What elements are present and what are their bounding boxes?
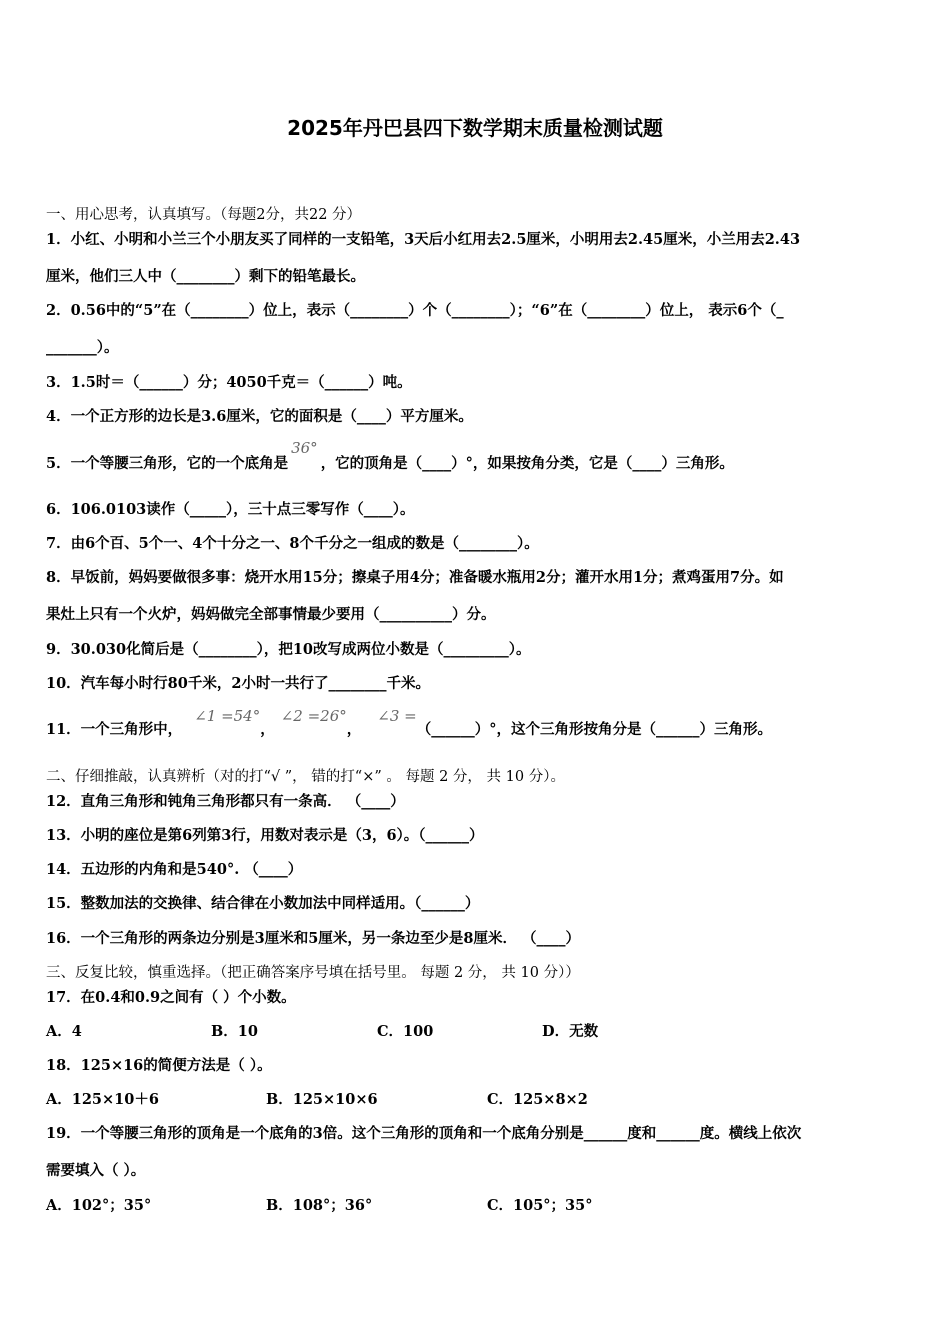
comma-2: ， bbox=[346, 721, 362, 738]
question-7: 7．由6个百、5个一、4个十分之一、8个千分之一组成的数是（________）。 bbox=[46, 535, 539, 552]
question-11 bbox=[46, 707, 772, 739]
q19-option-c: C．105°；35° bbox=[487, 1197, 593, 1214]
section3-heading: 三、反复比较，慎重选择。（把正确答案序号填在括号里。 每题 2 分， 共 10 分）） bbox=[46, 965, 580, 981]
question-5 bbox=[46, 439, 734, 473]
question-16: 16．一个三角形的两条边分别是3厘米和5厘米，另一条边至少是8厘米． （____） bbox=[46, 930, 580, 947]
question-4: 4．一个正方形的边长是3.6厘米，它的面积是（____）平方厘米。 bbox=[46, 408, 473, 425]
q17-option-b: B．10 bbox=[211, 1023, 258, 1040]
question-8-line1: 8．早饭前，妈妈要做很多事：烧开水用15分；擦桌子用4分；准备暖水瓶用2分；灌开水用1分；煮鸡蛋用7分。如 bbox=[46, 569, 784, 586]
angle-36-formula: 36° bbox=[291, 439, 318, 457]
question-11-start: 11．一个三角形中， bbox=[46, 721, 183, 738]
question-2-line1: 2．0.56中的“5”在（________）位上，表示（________）个（________）；“6”在（________）位上， 表示6个（_ bbox=[46, 302, 784, 319]
question-17: 17．在0.4和0.9之间有（ ）个小数。 bbox=[46, 989, 296, 1006]
question-11-end: （______）°，这个三角形按角分是（______）三角形。 bbox=[416, 721, 772, 738]
section2-heading: 二、仔细推敲，认真辨析（对的打“√ ”， 错的打“×” 。 每题 2 分， 共 10 分）。 bbox=[46, 769, 565, 785]
q17-option-d: D．无数 bbox=[542, 1023, 599, 1040]
q18-option-a: A．125×10＋6 bbox=[46, 1091, 159, 1108]
q17-option-c: C．100 bbox=[377, 1023, 434, 1040]
question-13: 13．小明的座位是第6列第3行，用数对表示是（3，6）。（______） bbox=[46, 827, 484, 844]
question-8-line2: 果灶上只有一个火炉，妈妈做完全部事情最少要用（__________）分。 bbox=[46, 606, 496, 623]
question-19-line1: 19．一个等腰三角形的顶角是一个底角的3倍。这个三角形的顶角和一个底角分别是______度和______度。横线上依次 bbox=[46, 1125, 802, 1142]
q17-option-a: A．4 bbox=[46, 1023, 82, 1040]
question-5-start: 5．一个等腰三角形，它的一个底角是 bbox=[46, 455, 289, 472]
question-18: 18．125×16的简便方法是（ ）。 bbox=[46, 1057, 272, 1074]
question-1-line2: 厘米，他们三人中（________）剩下的铅笔最长。 bbox=[46, 268, 365, 285]
question-12: 12．直角三角形和钝角三角形都只有一条高． （____） bbox=[46, 793, 405, 810]
angle-2-formula: ∠2 =26° bbox=[280, 707, 347, 725]
question-1-line1: 1．小红、小明和小兰三个小朋友买了同样的一支铅笔，3天后小红用去2.5厘米，小明用去2.45厘米，小兰用去2.43 bbox=[46, 231, 801, 248]
question-6: 6．106.0103读作（_____），三十点三零写作（____）。 bbox=[46, 501, 415, 518]
section1-heading: 一、用心思考，认真填写。（每题2分，共22 分） bbox=[46, 207, 362, 223]
question-2-line2: _______）。 bbox=[46, 339, 119, 356]
q18-option-c: C．125×8×2 bbox=[487, 1091, 588, 1108]
angle-3-formula: ∠3 = bbox=[377, 707, 417, 725]
question-19-line2: 需要填入（ ）。 bbox=[46, 1162, 146, 1179]
question-10: 10．汽车每小时行80千米，2小时一共行了________千米。 bbox=[46, 675, 430, 692]
question-3: 3．1.5时＝（______）分；4050千克＝（______）吨。 bbox=[46, 374, 412, 391]
q18-option-b: B．125×10×6 bbox=[266, 1091, 378, 1108]
question-14: 14．五边形的内角和是540°. （____） bbox=[46, 861, 303, 878]
question-15: 15．整数加法的交换律、结合律在小数加法中同样适用。（______） bbox=[46, 895, 480, 912]
comma-1: ， bbox=[260, 721, 275, 738]
page-title: 2025年丹巴县四下数学期末质量检测试题 bbox=[287, 116, 663, 140]
question-9: 9．30.030化简后是（________），把10改写成两位小数是（_________）。 bbox=[46, 641, 531, 658]
q19-option-a: A．102°；35° bbox=[46, 1197, 152, 1214]
q19-option-b: B．108°；36° bbox=[266, 1197, 373, 1214]
question-5-end: ，它的顶角是（____）°，如果按角分类，它是（____）三角形。 bbox=[320, 455, 734, 472]
angle-1-formula: ∠1 =54° bbox=[194, 707, 261, 725]
